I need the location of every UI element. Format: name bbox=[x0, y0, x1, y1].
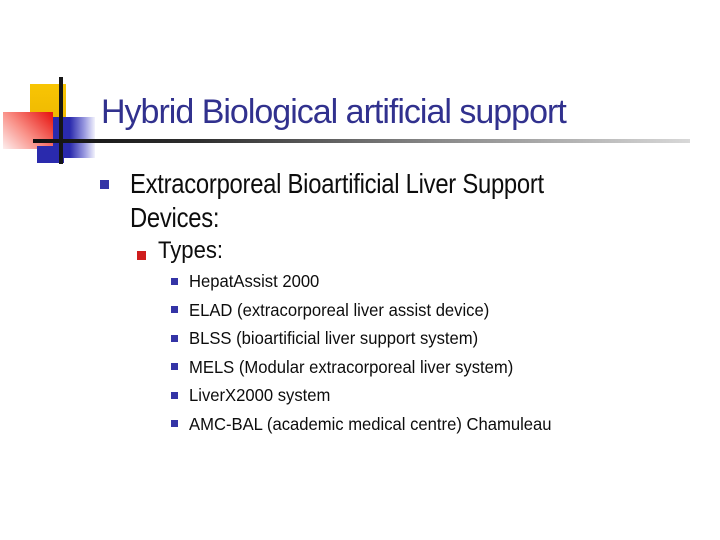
bullet-square-icon bbox=[171, 278, 178, 285]
list-item-label: LiverX2000 system bbox=[189, 385, 331, 406]
bullet-level1-line1: Extracorporeal Bioartificial Liver Support bbox=[130, 168, 544, 199]
slide-title: Hybrid Biological artificial support bbox=[101, 93, 566, 131]
list-item bbox=[171, 324, 691, 353]
bullet-square-icon bbox=[171, 335, 178, 342]
list-item-label: HepatAssist 2000 bbox=[189, 271, 320, 291]
bullet-square-icon bbox=[171, 420, 178, 427]
bullet-level2-text: Types: bbox=[158, 237, 224, 264]
bullet-square-icon bbox=[171, 392, 178, 399]
list-item-label: BLSS (bioartificial liver support system) bbox=[189, 328, 479, 349]
list-item bbox=[171, 381, 691, 410]
bullet-square-icon bbox=[171, 306, 178, 313]
decor-vertical-line bbox=[59, 77, 63, 164]
bullet-level1-line2: Devices: bbox=[130, 202, 220, 233]
decor-horizontal-rule bbox=[33, 139, 690, 143]
list-item-label: AMC-BAL (academic medical centre) Chamuleau bbox=[189, 413, 552, 434]
list-item bbox=[171, 296, 691, 325]
decor-red-gradient-square bbox=[3, 112, 53, 149]
list-item bbox=[171, 353, 691, 382]
types-list bbox=[171, 267, 691, 439]
bullet-square-icon bbox=[171, 363, 178, 370]
list-item bbox=[171, 410, 691, 439]
list-item bbox=[171, 267, 691, 296]
bullet-level1-text bbox=[130, 167, 544, 235]
bullet-square-icon bbox=[137, 251, 146, 260]
bullet-square-icon bbox=[100, 180, 109, 189]
list-item-label: MELS (Modular extracorporeal liver system) bbox=[189, 356, 514, 377]
list-item-label: ELAD (extracorporeal liver assist device) bbox=[189, 299, 490, 320]
